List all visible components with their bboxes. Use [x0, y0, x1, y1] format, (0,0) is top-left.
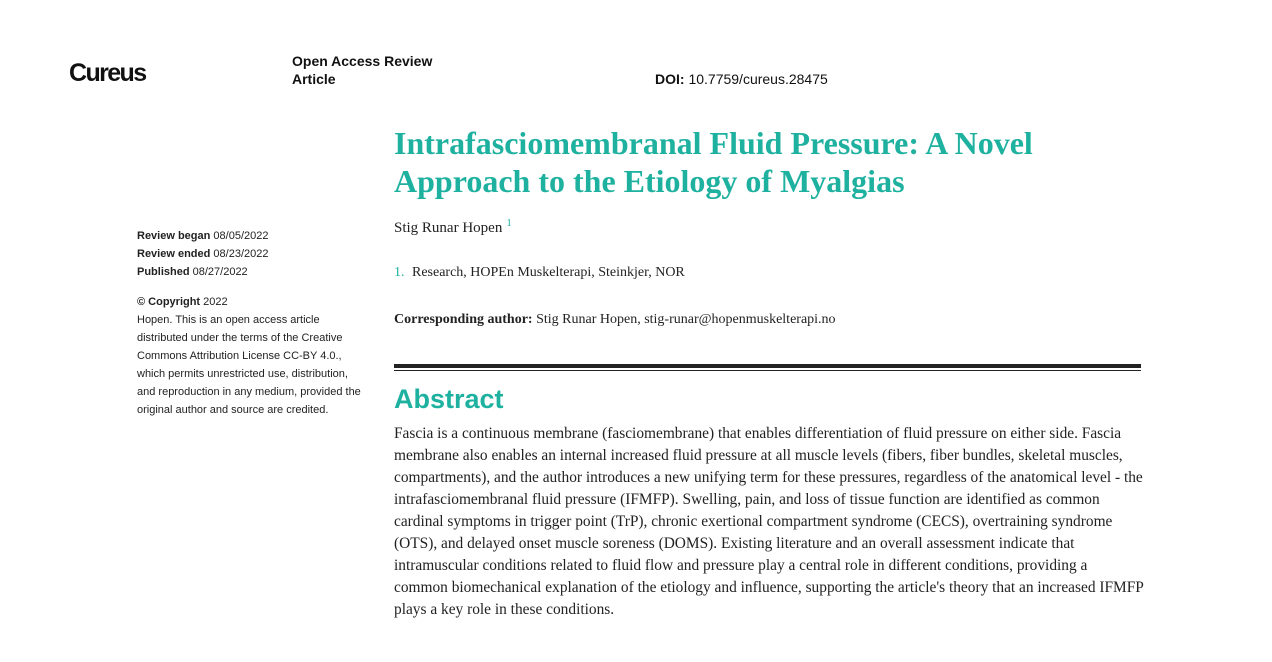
copyright: [137, 293, 362, 311]
journal-logo: Cureus: [69, 59, 146, 87]
doi: [655, 71, 828, 87]
section-divider-thin: [394, 370, 1141, 371]
author-affiliation-ref[interactable]: 1: [506, 217, 512, 229]
affiliation: [394, 265, 685, 281]
article-title: Intrafasciomembranal Fluid Pressure: A Novel Approach to the Etiology of Myalgias: [394, 125, 1033, 199]
affiliation-number: 1.: [394, 265, 405, 280]
license-text: Hopen. This is an open access article distributed under the terms of the Creative Commons Attribution License CC-BY 4.0., which permits unrestricted use, distribution, and reproduction in any medium, provided the original author and source are credited.: [137, 314, 361, 416]
article-type: Open Access Review Article: [292, 53, 433, 87]
abstract-body: Fascia is a continuous membrane (fasciomembrane) that enables differentiation of fluid pressure on either side. Fascia membrane also enables an internal increased fluid pressure at all muscle levels (fibers, fiber bundles, skeletal muscles, compartments), and the author introduces a new unifying term for these pressures, regardless of the anatomical level - the intrafasciomembranal fluid pressure (IFMFP). Swelling, pain, and loss of tissue function are identified as common cardinal symptoms in trigger point (TrP), chronic exertional compartment syndrome (CECS), overtraining syndrome (OTS), and delayed onset muscle soreness (DOMS). Existing literature and an overall assessment indicate that intramuscular conditions related to fluid flow and pressure play a central role in different conditions, providing a common biomechanical explanation of the etiology and influence, supporting the article's theory that an increased IFMFP plays a key role in these conditions.: [394, 425, 1144, 618]
copyright-year: 2022: [203, 296, 228, 308]
review-ended-label: Review ended: [137, 248, 211, 260]
author-name[interactable]: Stig Runar Hopen: [394, 220, 503, 236]
corresponding-author: [394, 312, 836, 328]
published: [137, 263, 362, 281]
doi-value[interactable]: 10.7759/cureus.28475: [688, 71, 828, 87]
review-ended-date: 08/23/2022: [213, 248, 269, 260]
review-began-label: Review began: [137, 230, 211, 242]
affiliation-text: Research, HOPEn Muskelterapi, Steinkjer, NOR: [412, 265, 685, 280]
review-began: [137, 227, 362, 245]
author-line: [394, 217, 512, 237]
published-date: 08/27/2022: [192, 266, 248, 278]
sidebar-spacer: [137, 281, 362, 293]
doi-label: DOI:: [655, 71, 685, 87]
corresponding-author-value: Stig Runar Hopen, stig-runar@hopenmuskelterapi.no: [536, 312, 836, 327]
corresponding-author-label: Corresponding author:: [394, 312, 533, 327]
copyright-label: © Copyright: [137, 296, 201, 308]
review-ended: [137, 245, 362, 263]
review-began-date: 08/05/2022: [213, 230, 269, 242]
abstract-heading: Abstract: [394, 384, 504, 414]
article-sidebar: [137, 227, 362, 419]
section-divider-thick: [394, 364, 1141, 368]
published-label: Published: [137, 266, 190, 278]
